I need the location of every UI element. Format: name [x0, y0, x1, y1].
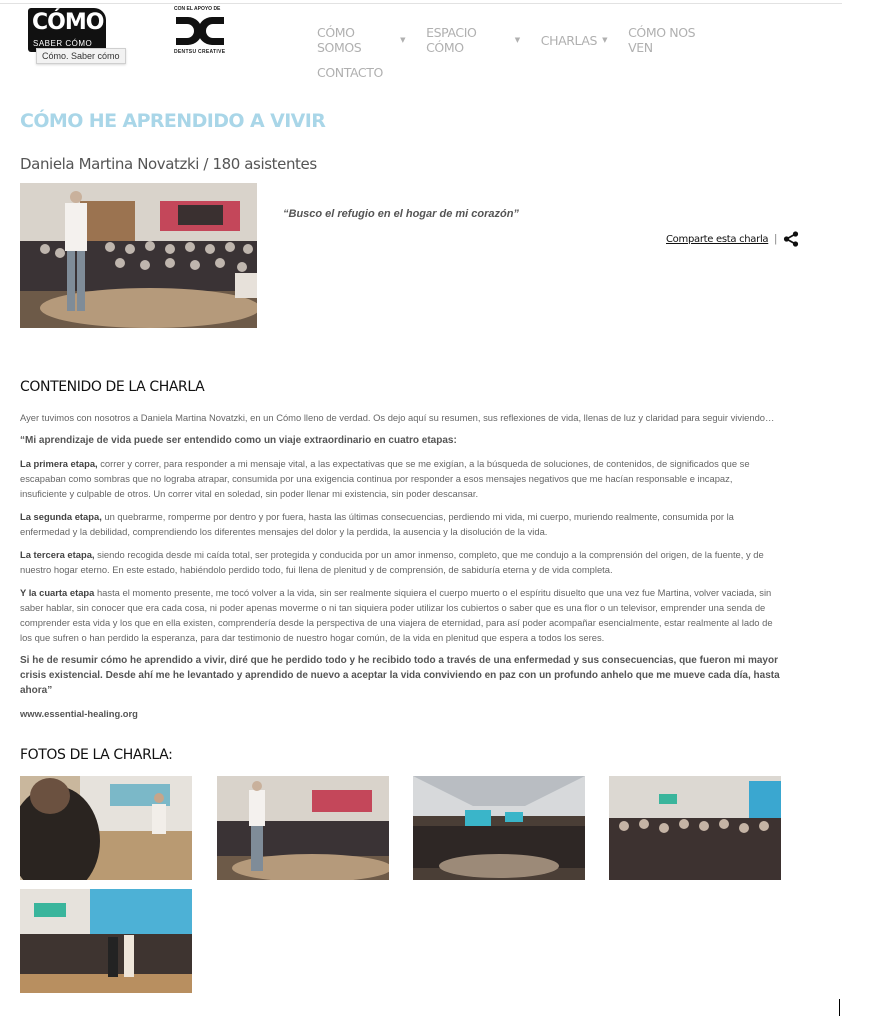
chevron-down-icon: ▼ — [400, 36, 406, 44]
nav-item-espacio-como[interactable]: ESPACIO CÓMO ▼ — [426, 25, 520, 55]
gallery-photo-1[interactable] — [20, 776, 192, 880]
como-logo[interactable] — [28, 8, 106, 52]
logo-tooltip: Cómo. Saber cómo — [36, 48, 126, 64]
nav-item-contacto[interactable]: CONTACTO — [317, 64, 383, 80]
chevron-down-icon: ▼ — [602, 36, 608, 44]
gallery-photo-2[interactable] — [217, 776, 389, 880]
summary-paragraph: Si he de resumir cómo he aprendido a vivir, diré que he perdido todo y he recibido todo a través de una enfermedad y sus consecuencias, que fueron mi mayor crisis existencial. Desde ahí me he levantado y aprendido de nuevo a aceptar la vida conviviendo en paz con un profundo anhelo que me mueve cada día, hasta ahora” — [20, 655, 780, 696]
gallery-photo-3[interactable] — [413, 776, 585, 880]
stage-3-paragraph: La tercera etapa, siendo recogida desde mi caída total, ser protegida y conducida por un amor inmenso, completo, que me condujo a la comprensión del origen, de la fuente, y de nuestro hogar eterno. En este estado, habiéndolo perdido todo, fui llena de plenitud y de comprensión, de sabiduría eterna y de vida completa. — [20, 549, 764, 575]
talk-quote: “Busco el refugio en el hogar de mi corazón” — [283, 208, 519, 220]
chevron-down-icon: ▼ — [514, 36, 520, 44]
nav-item-como-nos-ven[interactable]: CÓMO NOS VEN — [628, 25, 696, 55]
dc-monogram-icon — [174, 14, 226, 48]
text-cursor — [839, 999, 840, 1016]
stage-1-paragraph: La primera etapa, correr y correr, para responder a mi mensaje vital, a las expectativas que se me exigían, a la búsqueda de soluciones, de contenidos, de significados que se escapaban como sombras que no lograba atrapar, consumida por una exigencia continua por responder a esos mensajes negativos que me hacían responsable e incapaz, insuficiente y culpable de otros. Un correr vital en soledad, sin poder llenar mi existencia, sin poder descansar. — [20, 458, 750, 499]
intro-paragraph: Ayer tuvimos con nosotros a Daniela Martina Novatzki, en un Cómo lleno de verdad. Os dejo aquí su resumen, sus reflexiones de vida, llenas de luz y claridad para seguir viviendo… — [20, 412, 775, 423]
share-block — [666, 231, 799, 247]
logo-wordmark: CÓMO — [32, 10, 104, 35]
lead-paragraph: “Mi aprendizaje de vida puede ser entendido como un viaje extraordinario en cuatro etapas: — [20, 435, 457, 446]
gallery-photo-5[interactable] — [20, 889, 192, 993]
main-navigation — [317, 24, 737, 88]
gallery-photo-4[interactable] — [609, 776, 781, 880]
top-divider — [0, 3, 842, 4]
speaker-and-attendance: Daniela Martina Novatzki / 180 asistentes — [20, 155, 317, 173]
content-heading: CONTENIDO DE LA CHARLA — [20, 379, 205, 395]
hero-talk-photo — [20, 183, 257, 328]
photos-heading: FOTOS DE LA CHARLA: — [20, 747, 173, 763]
stage-4-paragraph: Y la cuarta etapa hasta el momento presente, me tocó volver a la vida, sin ser realmente siquiera el cuerpo muerto o el espíritu disuelto que una vez fue Martina, volver vaciada, sin saber hablar, sin conocer que era cada cosa, ni poder apenas moverme o ni tan siquiera poder utilizar los cubiertos o saber que es una flor o un televisor, emprender una senda de comprender esta vida y los que en ella existen, comprendería desde la perspectiva de una viajera de eternidad, para así poder acompañar esencialmente, estar realmente al lado de los que sufren o han perdido la esperanza, para dar testimonio de nuestro hogar común, de la vida en plenitud que espera a todos los seres. — [20, 587, 773, 643]
share-link[interactable]: Comparte esta charla — [666, 233, 769, 245]
share-icon[interactable] — [783, 231, 799, 247]
nav-item-como-somos[interactable]: CÓMO SOMOS ▼ — [317, 25, 406, 55]
page-title: CÓMO HE APRENDIDO A VIVIR — [20, 110, 326, 132]
share-separator: | — [774, 233, 778, 245]
partner-caption: CON EL APOYO DE — [174, 6, 221, 12]
stage-2-paragraph: La segunda etapa, un quebrarme, romperme por dentro y por fuera, hasta las últimas consecuencias, perdiendo mi vida, mi cuerpo, muriendo realmente, consumida por la enfermedad y la debilidad, comprendiendo los diferentes mensajes del dolor y la perdida, la ausencia y la disolución de la vida. — [20, 511, 734, 537]
dentsu-creative-logo[interactable] — [172, 6, 232, 56]
talk-content — [20, 410, 780, 729]
nav-item-charlas[interactable]: CHARLAS ▼ — [540, 32, 608, 48]
logo-tagline: SABER CÓMO — [33, 39, 93, 48]
website-link[interactable]: www.essential-healing.org — [20, 708, 138, 719]
partner-name: DENTSU CREATIVE — [174, 49, 226, 55]
